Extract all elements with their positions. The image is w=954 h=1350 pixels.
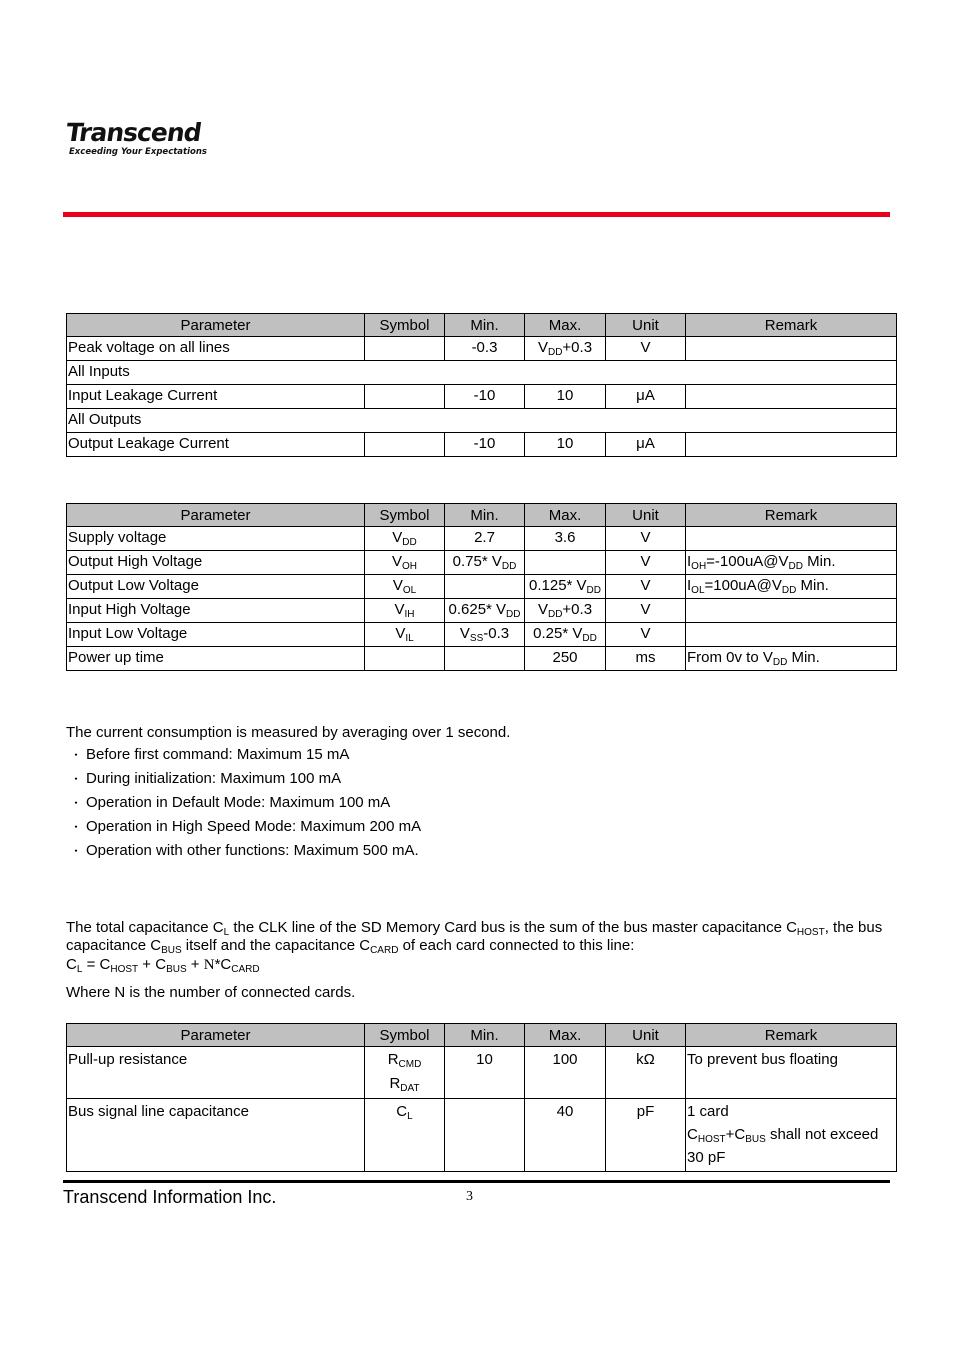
brand-logo: Transcend <box>64 118 203 147</box>
cell-remark: From 0v to $V_{DD}$ Min. <box>686 647 897 671</box>
cell-param: Bus signal line capacitance <box>67 1099 365 1172</box>
header-unit: Unit <box>606 504 686 527</box>
cell-unit: kΩ <box>606 1047 686 1099</box>
header-min: Min. <box>445 1024 525 1047</box>
cell-max: 3.6 <box>525 527 606 551</box>
cell-min: 2.7 <box>445 527 525 551</box>
current-list <box>66 745 421 865</box>
cell-symbol: $V_{DD}$ <box>365 527 445 551</box>
cell-max: 0.25* $V_{DD}$ <box>525 623 606 647</box>
table-row <box>67 623 897 647</box>
cell-param: Input High Voltage <box>67 599 365 623</box>
header-max: Max. <box>525 314 606 337</box>
table-header-row <box>67 1024 897 1047</box>
cell-max: 0.125* $V_{DD}$ <box>525 575 606 599</box>
footer-company: Transcend Information Inc. <box>63 1187 277 1207</box>
header-parameter: Parameter <box>67 1024 365 1047</box>
cell-max: 100 <box>525 1047 606 1099</box>
cell-unit: V <box>606 551 686 575</box>
header-unit: Unit <box>606 314 686 337</box>
list-item: ・ Operation with other functions: Maximum 500 mA. <box>69 842 419 859</box>
cell-remark: $I_{OL}=100uA@V_{DD}$ Min. <box>686 575 897 599</box>
cell-max: 10 <box>525 433 606 457</box>
cell-max: 10 <box>525 385 606 409</box>
table-header-row <box>67 314 897 337</box>
cell-unit: ms <box>606 647 686 671</box>
list-item: ・ Operation in High Speed Mode: Maximum 200 mA <box>69 818 422 835</box>
absolute-ratings-table <box>66 313 897 457</box>
table-row <box>67 551 897 575</box>
cell-param: Pull-up resistance <box>67 1047 365 1099</box>
header-remark: Remark <box>686 314 897 337</box>
header-symbol: Symbol <box>365 1024 445 1047</box>
header-max: Max. <box>525 504 606 527</box>
table-row <box>67 575 897 599</box>
current-intro: The current consumption is measured by averaging over 1 second. <box>66 724 511 741</box>
cell-remark <box>686 337 897 361</box>
cell-unit: V <box>606 337 686 361</box>
cell-unit: V <box>606 623 686 647</box>
header-unit: Unit <box>606 1024 686 1047</box>
cell-remark <box>686 385 897 409</box>
cell-symbol <box>365 385 445 409</box>
table-row <box>67 385 897 409</box>
header-remark: Remark <box>686 504 897 527</box>
cell-remark <box>686 527 897 551</box>
cell-unit: V <box>606 575 686 599</box>
cell-symbol: $R_{CMD}$ $R_{DAT}$ <box>365 1047 445 1099</box>
header-remark: Remark <box>686 1024 897 1047</box>
cell-unit: V <box>606 527 686 551</box>
cell-max: 250 <box>525 647 606 671</box>
cell-symbol: $V_{OL}$ <box>365 575 445 599</box>
cell-min <box>445 1099 525 1172</box>
group-label: All Inputs <box>67 361 897 385</box>
header-symbol: Symbol <box>365 314 445 337</box>
cell-param: Power up time <box>67 647 365 671</box>
page-number: 3 <box>466 1189 473 1204</box>
cell-remark <box>686 623 897 647</box>
cell-remark: 1 card $C_{HOST}+C_{BUS}$ shall not exceed 30 pF <box>686 1099 897 1172</box>
table-row <box>67 337 897 361</box>
bus-timing-table <box>66 1023 897 1172</box>
list-item: ・ Before first command: Maximum 15 mA <box>69 746 350 763</box>
cell-min: -0.3 <box>445 337 525 361</box>
cell-symbol: $V_{OH}$ <box>365 551 445 575</box>
cell-min: 10 <box>445 1047 525 1099</box>
bus-signal-levels-table <box>66 503 897 671</box>
cell-max <box>525 551 606 575</box>
cell-max: 40 <box>525 1099 606 1172</box>
cell-min <box>445 575 525 599</box>
table-group-row <box>67 409 897 433</box>
footer-divider <box>63 1180 890 1183</box>
cell-remark: $I_{OH}=-100uA@V_{DD}$ Min. <box>686 551 897 575</box>
cell-symbol <box>365 337 445 361</box>
cell-param: Input Low Voltage <box>67 623 365 647</box>
list-item: ・ Operation in Default Mode: Maximum 100 mA <box>69 794 391 811</box>
cell-min: 0.75* $V_{DD}$ <box>445 551 525 575</box>
table-row <box>67 1047 897 1099</box>
cell-symbol <box>365 433 445 457</box>
cell-min: -10 <box>445 385 525 409</box>
cell-unit: μA <box>606 385 686 409</box>
cell-symbol: $C_L$ <box>365 1099 445 1172</box>
header-divider <box>63 212 890 217</box>
list-item: ・ During initialization: Maximum 100 mA <box>69 770 342 787</box>
brand-tagline: Exceeding Your Expectations <box>69 147 207 157</box>
cell-remark <box>686 433 897 457</box>
capacitance-line-2: capacitance $C_{BUS}$ itself and the capacitance $C_{CARD}$ of each card connected to this line: <box>66 937 635 956</box>
cell-param: Output Leakage Current <box>67 433 365 457</box>
cell-symbol <box>365 647 445 671</box>
cell-max: $V_{DD}+0.3$ <box>525 599 606 623</box>
group-label: All Outputs <box>67 409 897 433</box>
cell-remark <box>686 599 897 623</box>
table-group-row <box>67 361 897 385</box>
cell-param: Peak voltage on all lines <box>67 337 365 361</box>
table-row <box>67 599 897 623</box>
header-min: Min. <box>445 504 525 527</box>
cell-unit: μA <box>606 433 686 457</box>
cell-unit: pF <box>606 1099 686 1172</box>
cell-min <box>445 647 525 671</box>
cell-max: $V_{DD}+0.3$ <box>525 337 606 361</box>
capacitance-where: Where N is the number of connected cards. <box>66 984 356 1001</box>
cell-param: Supply voltage <box>67 527 365 551</box>
header-symbol: Symbol <box>365 504 445 527</box>
table-row <box>67 1099 897 1172</box>
header-min: Min. <box>445 314 525 337</box>
cell-symbol: $V_{IL}$ <box>365 623 445 647</box>
cell-min: -10 <box>445 433 525 457</box>
cell-remark: To prevent bus floating <box>686 1047 897 1099</box>
table-row <box>67 647 897 671</box>
cell-min: 0.625* $V_{DD}$ <box>445 599 525 623</box>
header-parameter: Parameter <box>67 314 365 337</box>
cell-param: Output High Voltage <box>67 551 365 575</box>
cell-symbol: $V_{IH}$ <box>365 599 445 623</box>
cell-min: $V_{SS}-0.3$ <box>445 623 525 647</box>
cell-unit: V <box>606 599 686 623</box>
table-header-row <box>67 504 897 527</box>
table-row <box>67 433 897 457</box>
header-max: Max. <box>525 1024 606 1047</box>
capacitance-formula: $C_L = C_{HOST} + C_{BUS} + N*C_{CARD}$ <box>66 956 260 975</box>
capacitance-line-1: The total capacitance $C_L$ the CLK line of the SD Memory Card bus is the sum of the bus master capacitance $C_{HOST}$, the bus <box>66 919 883 938</box>
table-row <box>67 527 897 551</box>
cell-param: Output Low Voltage <box>67 575 365 599</box>
cell-param: Input Leakage Current <box>67 385 365 409</box>
header-parameter: Parameter <box>67 504 365 527</box>
